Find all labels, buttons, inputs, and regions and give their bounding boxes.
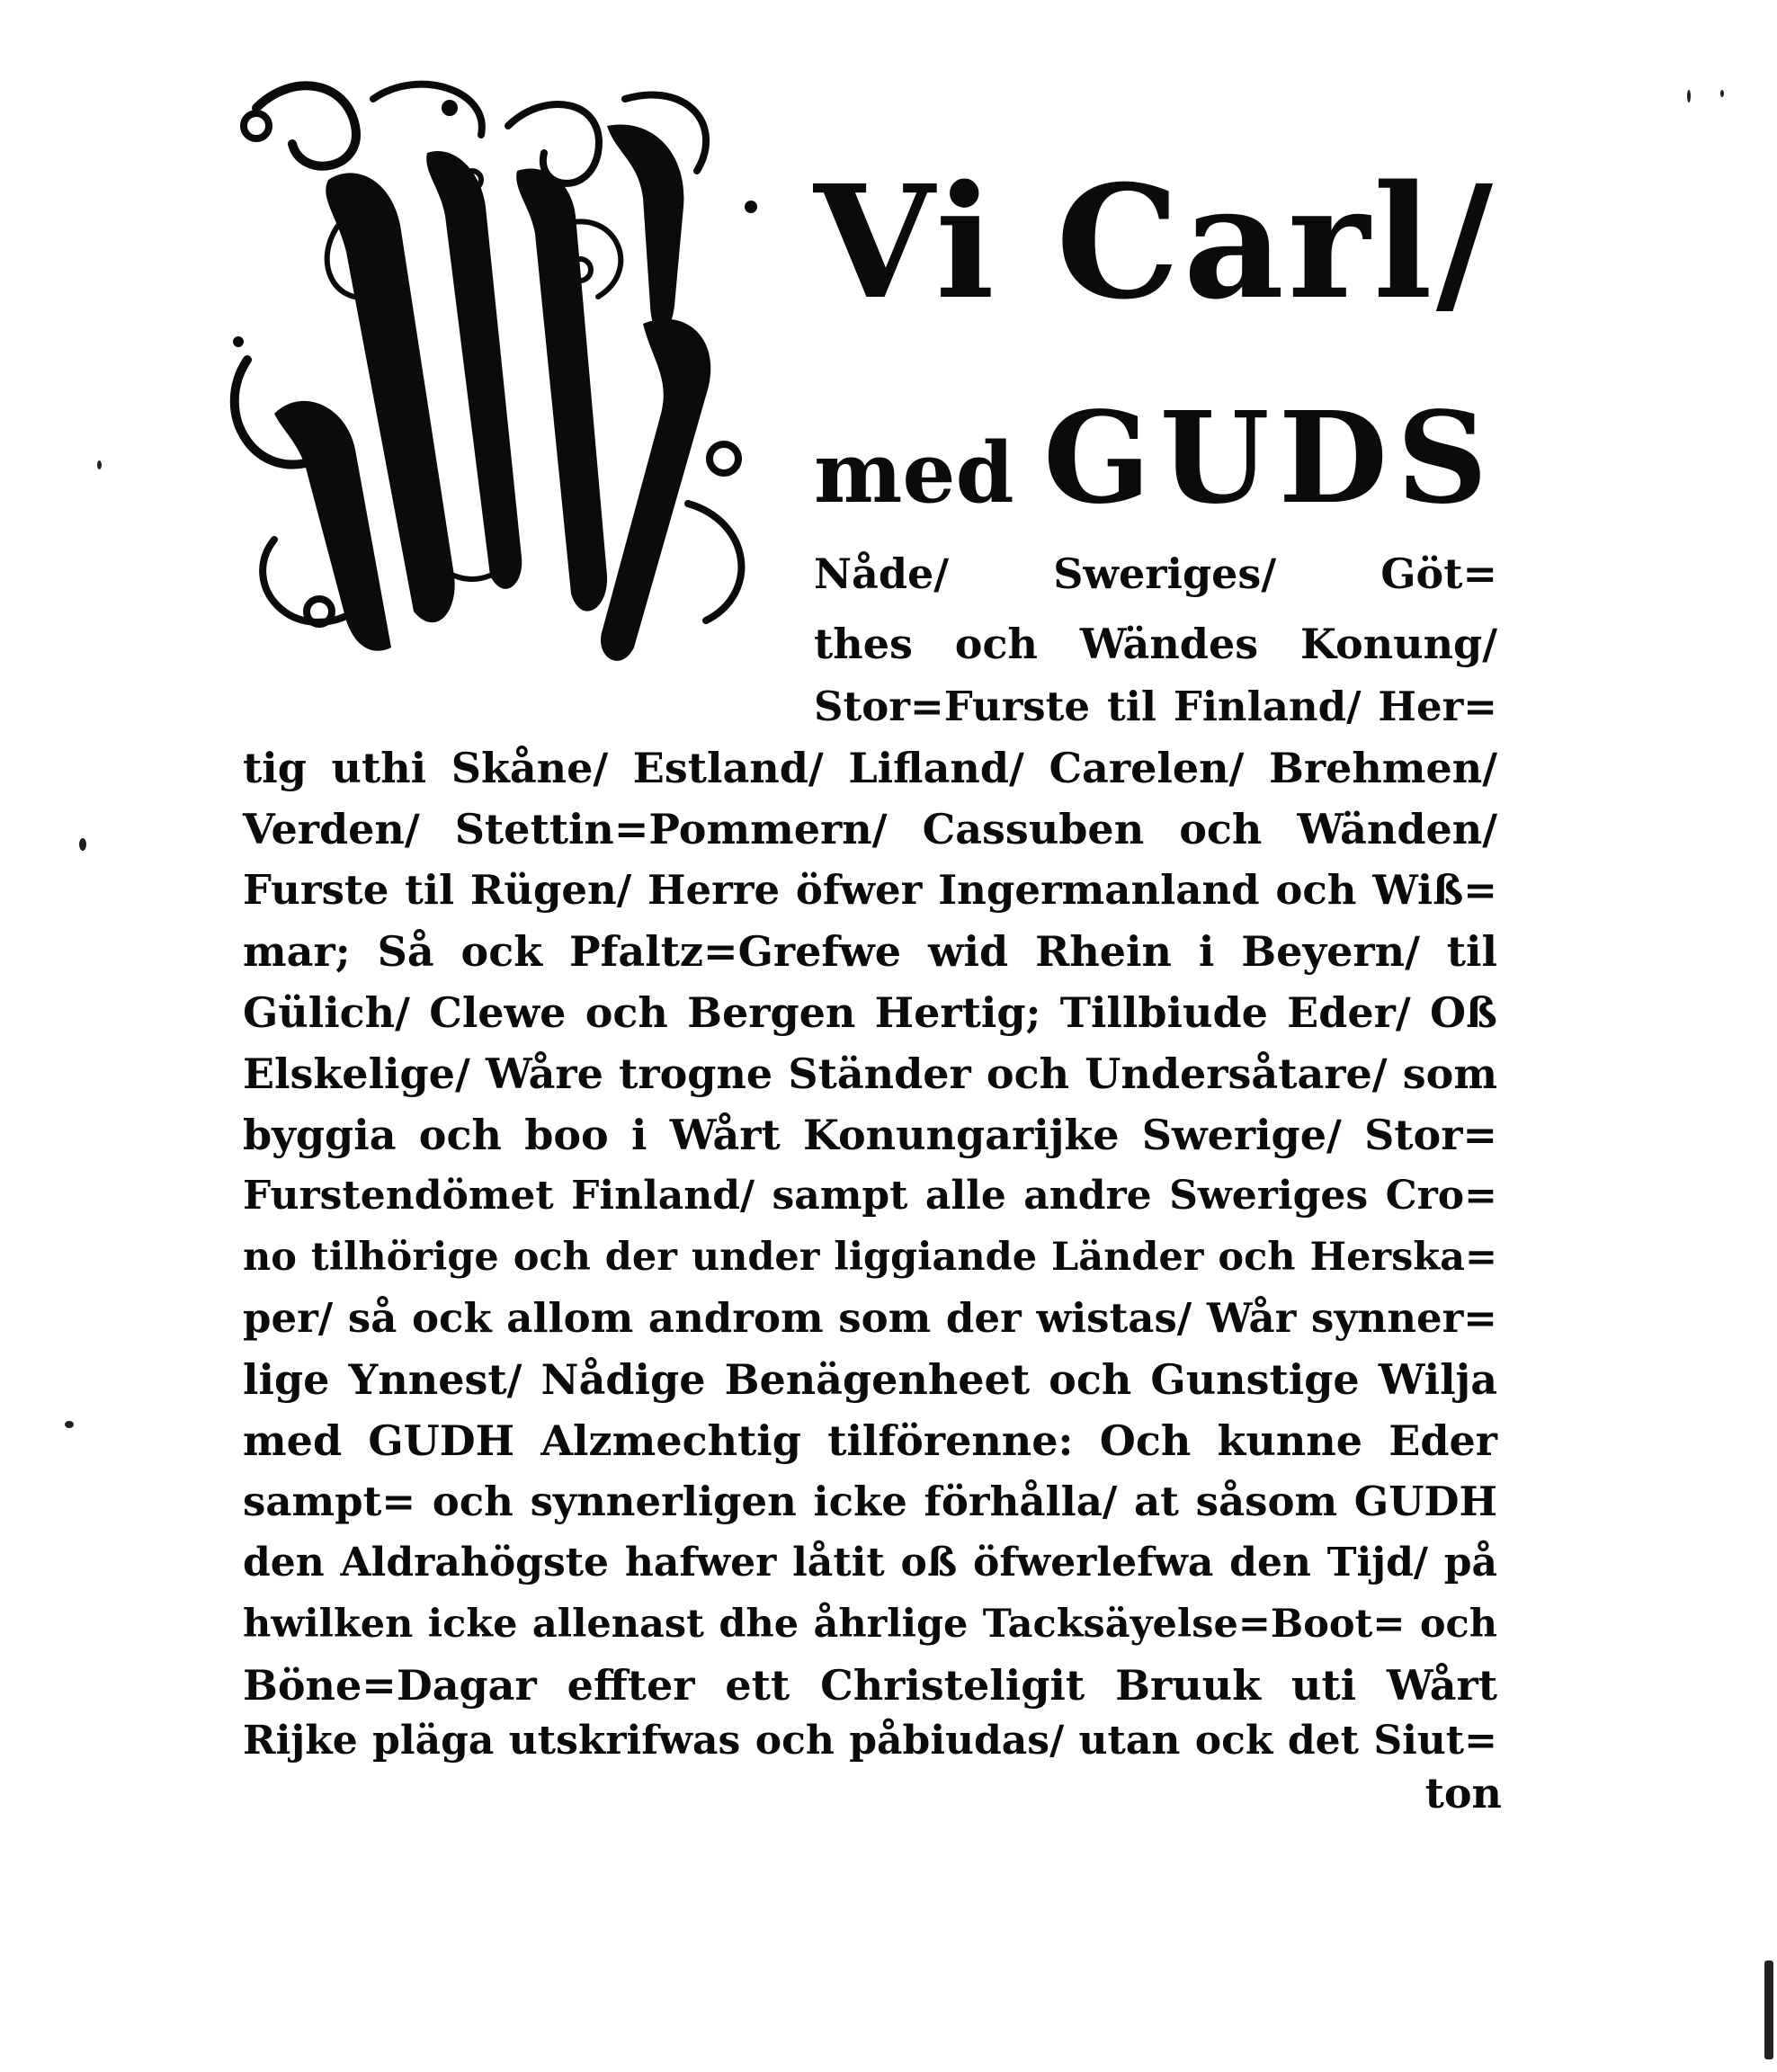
scan-speck — [1687, 90, 1691, 103]
scan-speck — [1720, 90, 1724, 97]
scan-speck — [97, 460, 102, 469]
text-line-6: Furste til Rügen/ Herre öfwer Ingermanland och Wiß= — [243, 866, 1497, 914]
text-line-5: Verden/ Stettin=Pommern/ Cassuben och Wänden/ — [243, 805, 1497, 853]
heading-title: Vi Carl/ — [814, 151, 1496, 334]
heading-med: med — [814, 424, 1014, 522]
text-line-11: Furstendömet Finland/ sampt alle andre Sweriges Cro= — [243, 1173, 1497, 1219]
decorated-initial-w — [220, 72, 796, 665]
text-line-19: Böne=Dagar effter ett Christeligit Bruuk uti Wårt — [243, 1661, 1497, 1710]
text-line-7: mar; Så ock Pfaltz=Grefwe wid Rhein i Beyern/ til — [243, 927, 1497, 976]
scan-speck — [79, 838, 86, 851]
text-line-9: Elskelige/ Wåre trogne Ständer och Undersåtare/ som — [243, 1049, 1497, 1098]
text-line-10: byggia och boo i Wårt Konungarijke Swerige/ Stor= — [243, 1111, 1497, 1159]
text-line-18: hwilken icke allenast dhe åhrlige Tacksäyelse=Boot= och — [243, 1602, 1497, 1647]
text-line-1: Nåde/ Sweriges/ Göt= — [814, 549, 1497, 598]
page-edge-mark — [1764, 1960, 1773, 2059]
heading-gods: GUDS — [1043, 385, 1497, 532]
text-line-4: tig uthi Skåne/ Estland/ Lifland/ Carelen/ Brehmen/ — [243, 744, 1497, 792]
text-line-13: per/ så ock allom androm som der wistas/ Wår synner= — [243, 1294, 1497, 1342]
catchword: ton — [1424, 1769, 1502, 1817]
scan-speck — [65, 1421, 74, 1428]
text-line-17: den Aldrahögste hafwer låtit oß öfwerlefwa den Tijd/ på — [243, 1540, 1497, 1585]
text-line-2: thes och Wändes Konung/ — [814, 620, 1497, 668]
text-line-8: Gülich/ Clewe och Bergen Hertig; Tillbiude Eder/ Oß — [243, 988, 1497, 1037]
text-line-14: lige Ynnest/ Nådige Benägenheet och Gunstige Wilja — [243, 1355, 1497, 1404]
text-line-20: Rijke pläga utskrifwas och påbiudas/ utan ock det Siut= — [243, 1718, 1497, 1764]
text-line-12: no tilhörige och der under liggiande Länder och Herska= — [243, 1235, 1497, 1280]
text-line-15: med GUDH Alzmechtig tilförenne: Och kunne Eder — [243, 1416, 1497, 1465]
text-line-3: Stor=Furste til Finland/ Her= — [814, 683, 1497, 730]
heading-subtitle — [814, 387, 1497, 531]
text-line-16: sampt= och synnerligen icke förhålla/ at såsom GUDH — [243, 1478, 1497, 1525]
